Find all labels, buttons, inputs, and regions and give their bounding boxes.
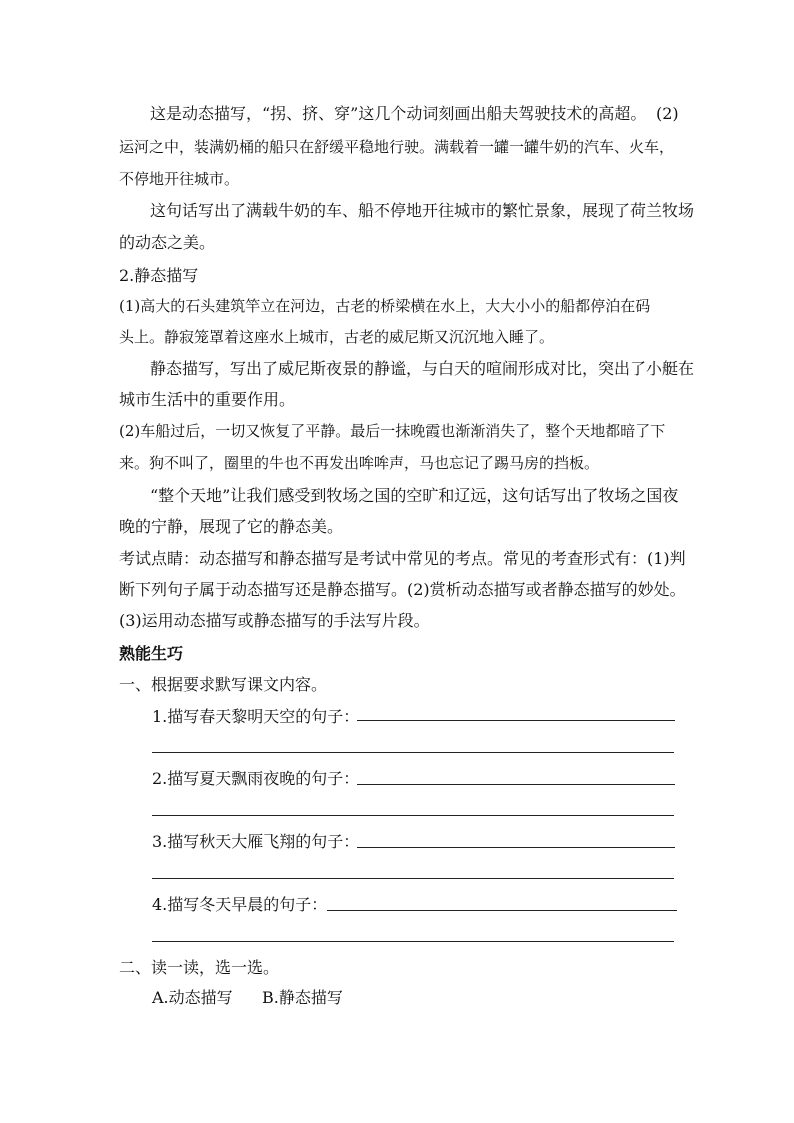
example-text: (1)高大的石头建筑竿立在河边，古老的桥梁横在水上，大大小小的船都停泊在码 [119, 297, 651, 315]
answer-blank[interactable] [152, 878, 674, 879]
option-a: A.动态描写 [152, 988, 233, 1007]
example-text: 运河之中，装满奶桶的船只在舒缓平稳地行驶。满载着一罐一罐牛奶的汽车、火车， [119, 138, 675, 156]
answer-blank[interactable] [357, 720, 675, 721]
question-item: 1.描写春天黎明天空的句子： [152, 707, 360, 726]
example-text: 不停地开往城市。 [119, 170, 240, 188]
practice-heading: 熟能生巧 [119, 644, 184, 663]
option-b: B.静态描写 [262, 988, 343, 1007]
analysis-text: 这句话写出了满载牛奶的车、船不停地开往城市的繁忙景象，展现了荷兰牧场 [150, 201, 695, 220]
exam-tip: 断下列句子属于动态描写还是静态描写。(2)赏析动态描写或者静态描写的妙处。 [119, 580, 686, 599]
exam-tip: 考试点睛：动态描写和静态描写是考试中常见的考点。常见的考查形式有：(1)判 [119, 549, 686, 568]
analysis-text: 的动态之美。 [119, 233, 216, 252]
example-marker: (2) [656, 104, 679, 123]
section-title: 一、根据要求默写课文内容。 [119, 675, 328, 694]
analysis-text: 静态描写，写出了威尼斯夜景的静谧，与白天的喧闹形成对比，突出了小艇在 [150, 359, 695, 378]
analysis-text: 城市生活中的重要作用。 [119, 390, 296, 409]
answer-blank[interactable] [152, 752, 674, 753]
example-text: (2)车船过后，一切又恢复了平静。最后一抹晚霞也渐渐消失了，整个天地都暗了下 [119, 422, 666, 440]
analysis-text: 晚的宁静，展现了它的静态美。 [119, 517, 344, 536]
answer-blank[interactable] [152, 815, 674, 816]
question-item: 3.描写秋天大雁飞翔的句子： [152, 832, 360, 851]
question-item: 2.描写夏天飘雨夜晚的句子： [152, 769, 360, 788]
answer-blank[interactable] [327, 910, 677, 911]
section-heading: 2.静态描写 [119, 266, 199, 285]
example-text: 头上。静寂笼罩着这座水上城市，古老的威尼斯又沉沉地入睡了。 [119, 328, 555, 346]
example-text: 来。狗不叫了，圈里的牛也不再发出哞哞声，马也忘记了踢马房的挡板。 [119, 454, 600, 472]
dynamic-comment-line: 这是动态描写，“拐、挤、穿”这几个动词刻画出船夫驾驶技术的高超。 [150, 104, 647, 123]
exam-tip: (3)运用动态描写或静态描写的手法写片段。 [119, 611, 430, 630]
analysis-text: “整个天地”让我们感受到牧场之国的空旷和辽远，这句话写出了牧场之国夜 [150, 486, 679, 505]
question-item: 4.描写冬天早晨的句子： [152, 895, 328, 914]
answer-blank[interactable] [152, 941, 674, 942]
answer-blank[interactable] [357, 847, 675, 848]
section-title: 二、读一读，选一选。 [119, 958, 280, 977]
answer-blank[interactable] [357, 784, 675, 785]
